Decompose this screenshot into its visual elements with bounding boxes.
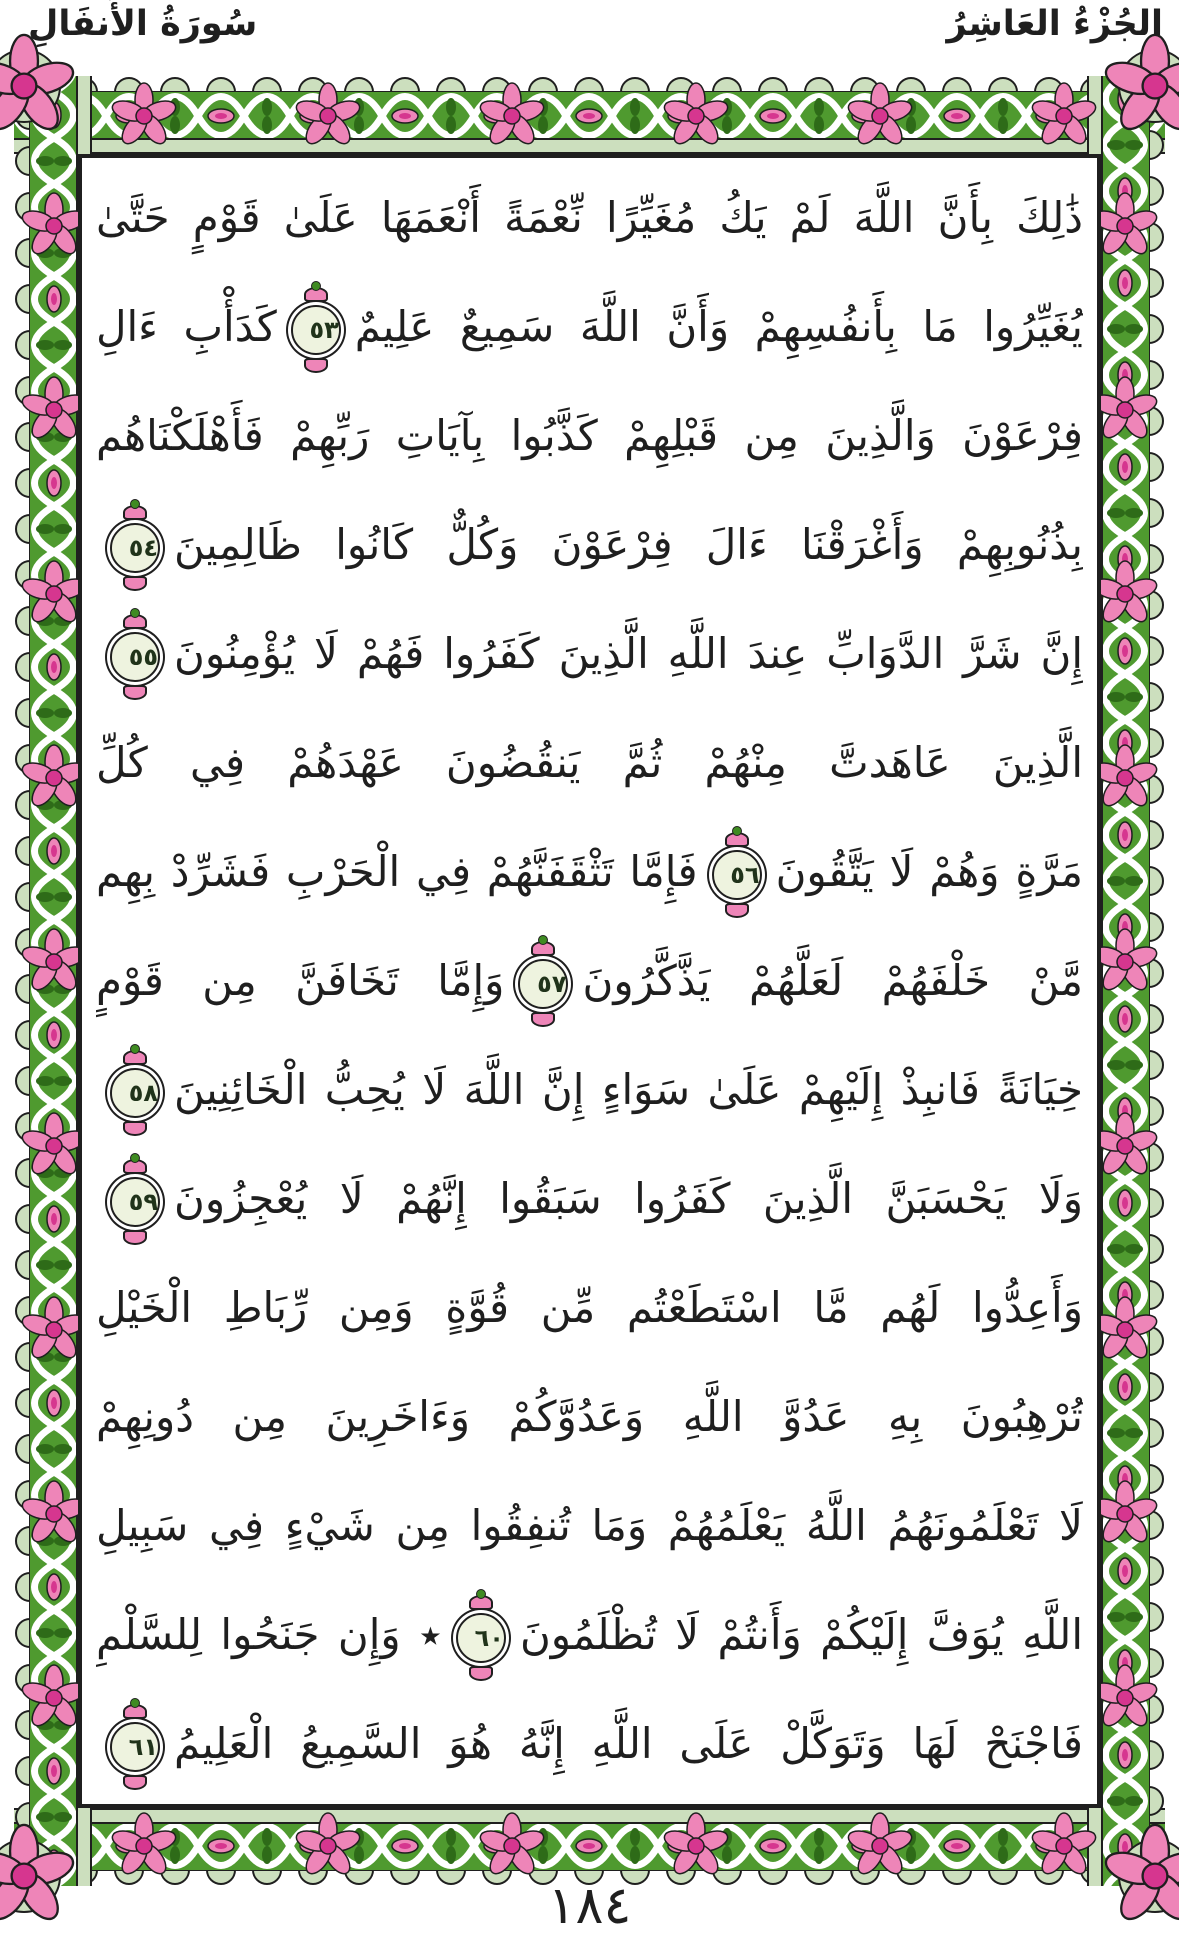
medallion-petal-top (123, 1159, 147, 1174)
aya-number-medallion (712, 850, 762, 900)
aya-text-segment: وَإِمَّا تَخَافَنَّ مِن قَوْمٍ (96, 956, 505, 1005)
mushaf-line (96, 928, 1083, 1034)
medallion-petal-bottom (725, 903, 749, 918)
aya-text-segment: إِنَّ شَرَّ الدَّوَابِّ عِندَ اللَّهِ الَّذِينَ كَفَرُوا فَهُمْ لَا يُؤْمِنُونَ (174, 629, 1083, 678)
surah-header: سُورَةُ الأَنفَالِ (28, 4, 258, 44)
medallion-petal-top (123, 614, 147, 629)
medallion-petal-bottom (123, 1775, 147, 1790)
page-number: ١٨٤ (547, 1876, 632, 1936)
aya-text-segment: اللَّهِ يُوَفَّ إِلَيْكُمْ وَأَنتُمْ لَا تُظْلَمُونَ (519, 1610, 1083, 1659)
mushaf-line (96, 819, 1083, 925)
aya-number: ٥٨ (128, 1078, 158, 1107)
aya-number-medallion (110, 523, 160, 573)
aya-text-segment: تُرْهِبُونَ بِهِ عَدُوَّ اللَّهِ وَعَدُوَّكُمْ وَءَاخَرِينَ مِن دُونِهِمْ (96, 1392, 1083, 1441)
medallion-petal-top (469, 1595, 493, 1610)
juz-header: الجُزْءُ العَاشِرُ (946, 4, 1163, 44)
aya-text-segment: فِرْعَوْنَ وَالَّذِينَ مِن قَبْلِهِمْ كَذَّبُوا بِآيَاتِ رَبِّهِمْ فَأَهْلَكْنَاهُم (96, 411, 1083, 460)
medallion-petal-top (531, 941, 555, 956)
aya-text-segment: وَأَعِدُّوا لَهُم مَّا اسْتَطَعْتُم مِّن قُوَّةٍ وَمِن رِّبَاطِ الْخَيْلِ (96, 1283, 1083, 1332)
mushaf-line (96, 1037, 1083, 1143)
mushaf-line (96, 383, 1083, 489)
medallion-petal-bottom (304, 358, 328, 373)
medallion-petal-top (123, 1704, 147, 1719)
aya-text-segment: فَاجْنَحْ لَهَا وَتَوَكَّلْ عَلَى اللَّهِ إِنَّهُ هُوَ السَّمِيعُ الْعَلِيمُ (174, 1719, 1083, 1768)
mushaf-line (96, 1146, 1083, 1252)
aya-number-medallion (291, 305, 341, 355)
aya-number-medallion (110, 1722, 160, 1772)
aya-text-segment: مَرَّةٍ وَهُمْ لَا يَتَّقُونَ (775, 847, 1083, 896)
medallion-petal-bottom (123, 576, 147, 591)
medallion-petal-bottom (123, 1121, 147, 1136)
medallion-petal-bottom (469, 1666, 493, 1681)
aya-number-medallion (518, 959, 568, 1009)
aya-text-segment: الَّذِينَ عَاهَدتَّ مِنْهُمْ ثُمَّ يَنقُضُونَ عَهْدَهُمْ فِي كُلِّ (96, 738, 1083, 787)
aya-number: ٥٦ (730, 860, 760, 889)
aya-text-segment: ذَٰلِكَ بِأَنَّ اللَّهَ لَمْ يَكُ مُغَيِّرًا نِّعْمَةً أَنْعَمَهَا عَلَىٰ قَوْمٍ حَتَّىٰ (96, 193, 1083, 242)
mushaf-line (96, 492, 1083, 598)
mushaf-line (96, 274, 1083, 380)
mushaf-lines (82, 158, 1097, 1804)
medallion-petal-bottom (123, 685, 147, 700)
mushaf-line (96, 1255, 1083, 1361)
mushaf-line (96, 165, 1083, 271)
aya-number: ٥٧ (537, 969, 567, 998)
mushaf-line (96, 1691, 1083, 1797)
aya-text-segment: مَّنْ خَلْفَهُمْ لَعَلَّهُمْ يَذَّكَّرُونَ (582, 956, 1083, 1005)
mushaf-line (96, 1364, 1083, 1470)
mushaf-line (96, 1582, 1083, 1688)
mushaf-line (96, 1473, 1083, 1579)
aya-text-segment: فَإِمَّا تَثْقَفَنَّهُمْ فِي الْحَرْبِ فَشَرِّدْ بِهِم (96, 847, 698, 896)
aya-number-medallion (110, 1177, 160, 1227)
aya-number: ٥٤ (128, 533, 158, 562)
mushaf-line (96, 710, 1083, 816)
aya-number: ٦١ (128, 1732, 158, 1761)
aya-text-segment: لَا تَعْلَمُونَهُمُ اللَّهُ يَعْلَمُهُمْ وَمَا تُنفِقُوا مِن شَيْءٍ فِي سَبِيلِ (96, 1501, 1083, 1550)
medallion-petal-bottom (123, 1230, 147, 1245)
aya-number-medallion (456, 1613, 506, 1663)
aya-number: ٦٠ (474, 1623, 504, 1652)
aya-number: ٥٩ (128, 1187, 158, 1216)
aya-text-segment: بِذُنُوبِهِمْ وَأَغْرَقْنَا ءَالَ فِرْعَوْنَ وَكُلٌّ كَانُوا ظَالِمِينَ (174, 520, 1083, 569)
aya-number-medallion (110, 1068, 160, 1118)
aya-number-medallion (110, 632, 160, 682)
aya-text-segment: يُغَيِّرُوا مَا بِأَنفُسِهِمْ وَأَنَّ اللَّهَ سَمِيعٌ عَلِيمٌ (354, 302, 1083, 351)
mushaf-line (96, 601, 1083, 707)
aya-number: ٥٣ (309, 315, 339, 344)
medallion-petal-top (304, 287, 328, 302)
aya-text-segment: خِيَانَةً فَانبِذْ إِلَيْهِمْ عَلَىٰ سَوَاءٍ إِنَّ اللَّهَ لَا يُحِبُّ الْخَائِنِينَ (174, 1065, 1083, 1114)
aya-number: ٥٥ (128, 642, 158, 671)
mushaf-text-box (78, 154, 1101, 1808)
aya-text-segment: وَلَا يَحْسَبَنَّ الَّذِينَ كَفَرُوا سَبَقُوا إِنَّهُمْ لَا يُعْجِزُونَ (174, 1174, 1083, 1223)
medallion-petal-top (123, 505, 147, 520)
aya-text-segment: ٭ وَإِن جَنَحُوا لِلسَّلْمِ (96, 1610, 442, 1659)
aya-text-segment: كَدَأْبِ ءَالِ (96, 302, 277, 351)
medallion-petal-bottom (531, 1012, 555, 1027)
medallion-petal-top (123, 1050, 147, 1065)
medallion-petal-top (725, 832, 749, 847)
